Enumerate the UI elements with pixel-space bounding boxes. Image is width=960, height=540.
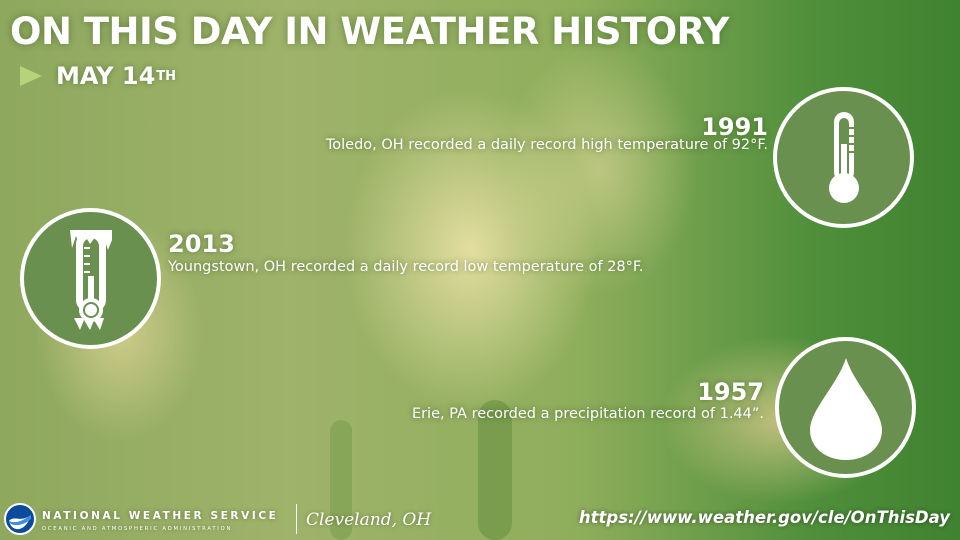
thermometer-icon: [814, 108, 874, 208]
event-description: Toledo, OH recorded a daily record high temperature of 92°F.: [325, 137, 768, 153]
raindrop-icon: [806, 354, 886, 462]
arrow-icon: [20, 66, 42, 86]
office-name: Cleveland, OH: [306, 510, 432, 530]
event-year: 1991: [701, 113, 768, 141]
agency-name: NATIONAL WEATHER SERVICE: [42, 510, 279, 522]
date-heading: [20, 62, 176, 90]
event-description: Youngstown, OH recorded a daily record low temperature of 28°F.: [168, 259, 644, 275]
footer-divider: [296, 504, 297, 534]
frozen-thermometer-icon: [56, 226, 126, 332]
on-this-day-link[interactable]: https://www.weather.gov/cle/OnThisDay: [578, 508, 950, 527]
date-suffix: TH: [156, 68, 177, 84]
event-description: Erie, PA recorded a precipitation record of 1.44”.: [411, 406, 764, 422]
event-icon-circle: [20, 208, 161, 349]
subagency-name: OCEANIC AND ATMOSPHERIC ADMINISTRATION: [42, 526, 233, 532]
noaa-logo: [4, 503, 36, 535]
event-icon-circle: [775, 337, 916, 478]
noaa-bird-icon: [6, 505, 34, 533]
event-year: 1957: [697, 378, 764, 406]
event-icon-circle: [773, 87, 914, 228]
page-title: ON THIS DAY IN WEATHER HISTORY: [10, 10, 729, 53]
date-label: MAY 14: [56, 62, 156, 90]
event-year: 2013: [168, 230, 235, 258]
